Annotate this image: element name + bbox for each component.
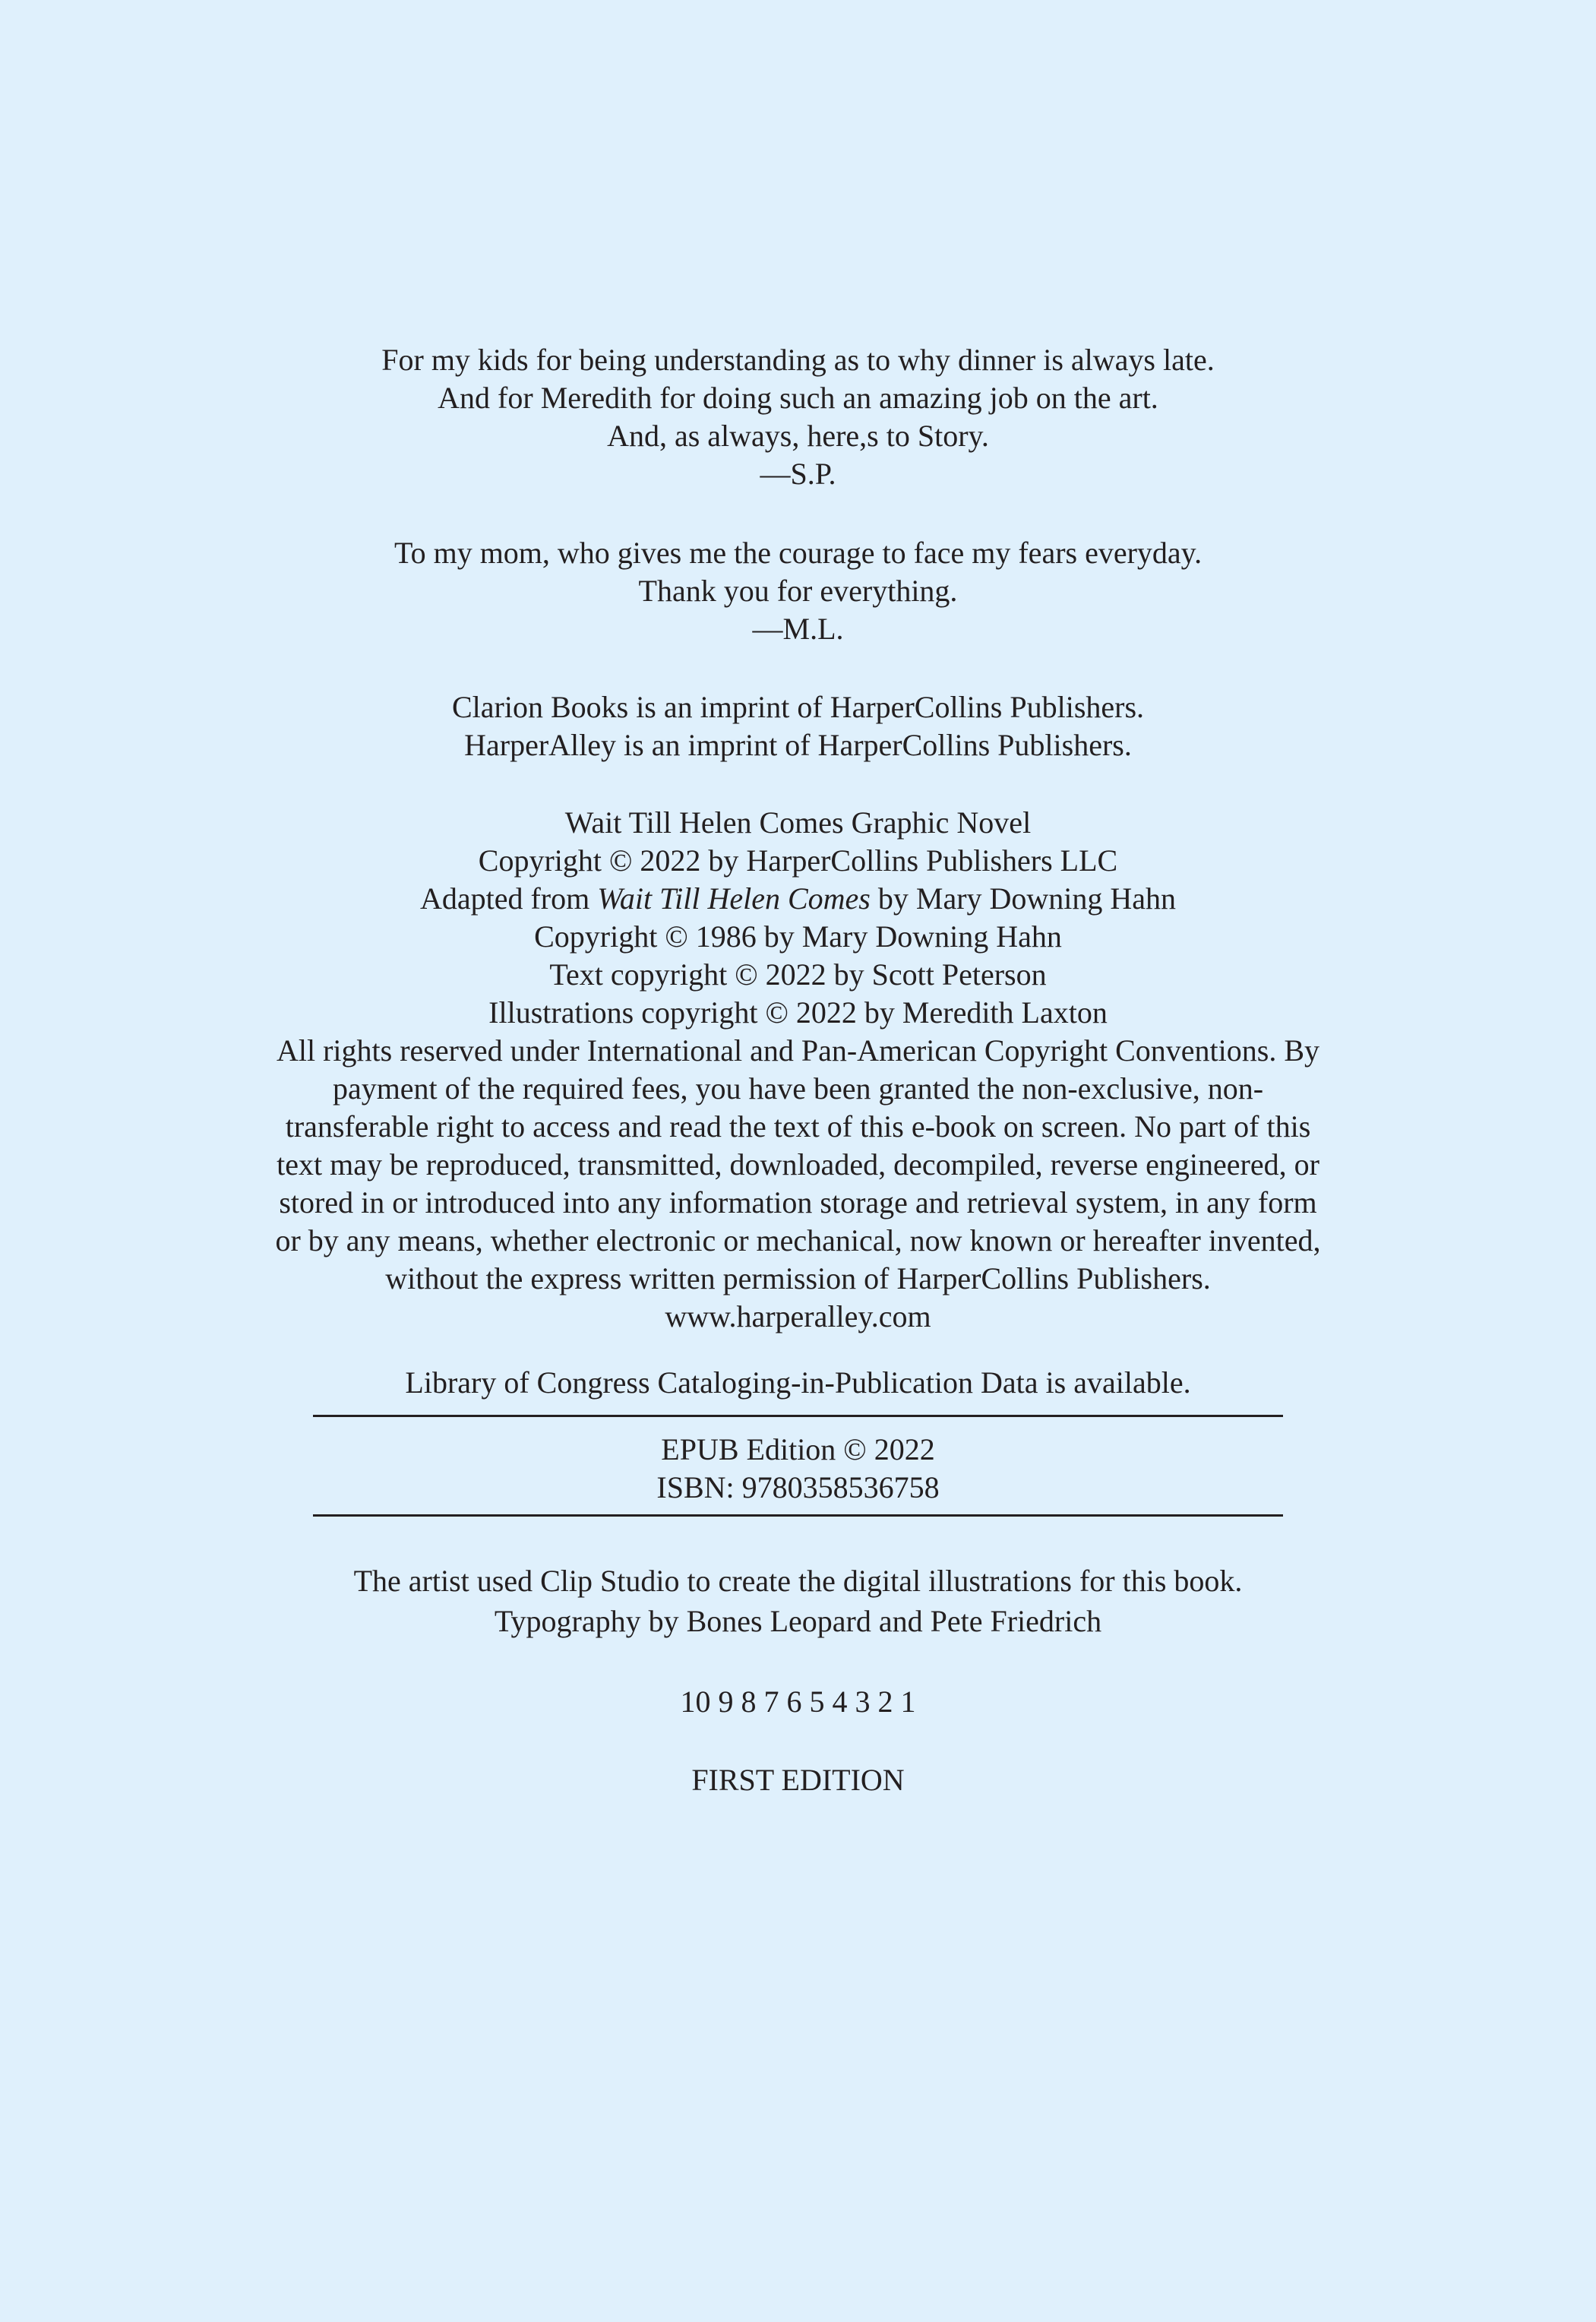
rights-line-1: All rights reserved under International and Pan-American Copyright Conventions. By	[276, 1033, 1320, 1068]
rights-line-3: transferable right to access and read the text of this e-book on screen. No part of this	[285, 1109, 1311, 1144]
adapted-prefix: Adapted from	[419, 881, 598, 916]
adapted-title: Wait Till Helen Comes	[597, 881, 871, 916]
dedication-ml-line-2: Thank you for everything.	[638, 574, 958, 608]
copyright-publisher: Copyright © 2022 by HarperCollins Publishers LLC	[478, 843, 1118, 878]
illustrations-copyright: Illustrations copyright © 2022 by Meredith Laxton	[488, 995, 1108, 1030]
dedication-sp-line-1: For my kids for being understanding as to why dinner is always late.	[381, 343, 1215, 377]
rights-line-5: stored in or introduced into any information storage and retrieval system, in any form	[279, 1185, 1317, 1220]
rights-line-4: text may be reproduced, transmitted, downloaded, decompiled, reverse engineered, or	[277, 1147, 1319, 1182]
text-copyright: Text copyright © 2022 by Scott Peterson	[549, 957, 1047, 992]
edition-rule-top	[313, 1415, 1283, 1417]
epub-edition: EPUB Edition © 2022	[661, 1432, 935, 1466]
dedication-sp-line-2: And for Meredith for doing such an amazing job on the art.	[438, 381, 1158, 415]
imprint-clarion: Clarion Books is an imprint of HarperCollins Publishers.	[451, 690, 1145, 724]
isbn: ISBN: 9780358536758	[656, 1470, 940, 1504]
cip-statement: Library of Congress Cataloging-in-Publication Data is available.	[405, 1365, 1191, 1400]
credit-typography: Typography by Bones Leopard and Pete Friedrich	[494, 1604, 1102, 1638]
dedication-sp-signature: —S.P.	[760, 457, 836, 491]
dedication-sp-line-3: And, as always, here,s to Story.	[607, 419, 989, 453]
imprint-harperalley: HarperAlley is an imprint of HarperCollins Publishers.	[464, 728, 1132, 762]
rights-line-6: or by any means, whether electronic or mechanical, now known or hereafter invented,	[275, 1223, 1321, 1257]
rights-line-7: without the express written permission of HarperCollins Publishers.	[385, 1261, 1211, 1295]
printing-line: 10 9 8 7 6 5 4 3 2 1	[680, 1685, 916, 1719]
credit-artist: The artist used Clip Studio to create the digital illustrations for this book.	[353, 1564, 1243, 1598]
dedication-ml-line-1: To my mom, who gives me the courage to face my fears everyday.	[393, 536, 1203, 570]
book-title: Wait Till Helen Comes Graphic Novel	[564, 805, 1032, 840]
first-edition: FIRST EDITION	[691, 1763, 905, 1797]
website-link: www.harperalley.com	[665, 1299, 931, 1333]
adapted-suffix: by Mary Downing Hahn	[870, 881, 1177, 916]
dedication-ml-signature: —M.L.	[752, 612, 844, 646]
adapted-from	[0, 880, 1596, 918]
rights-line-2: payment of the required fees, you have been granted the non-exclusive, non-	[332, 1071, 1264, 1106]
edition-rule-bottom	[313, 1514, 1283, 1517]
original-copyright: Copyright © 1986 by Mary Downing Hahn	[534, 919, 1062, 954]
